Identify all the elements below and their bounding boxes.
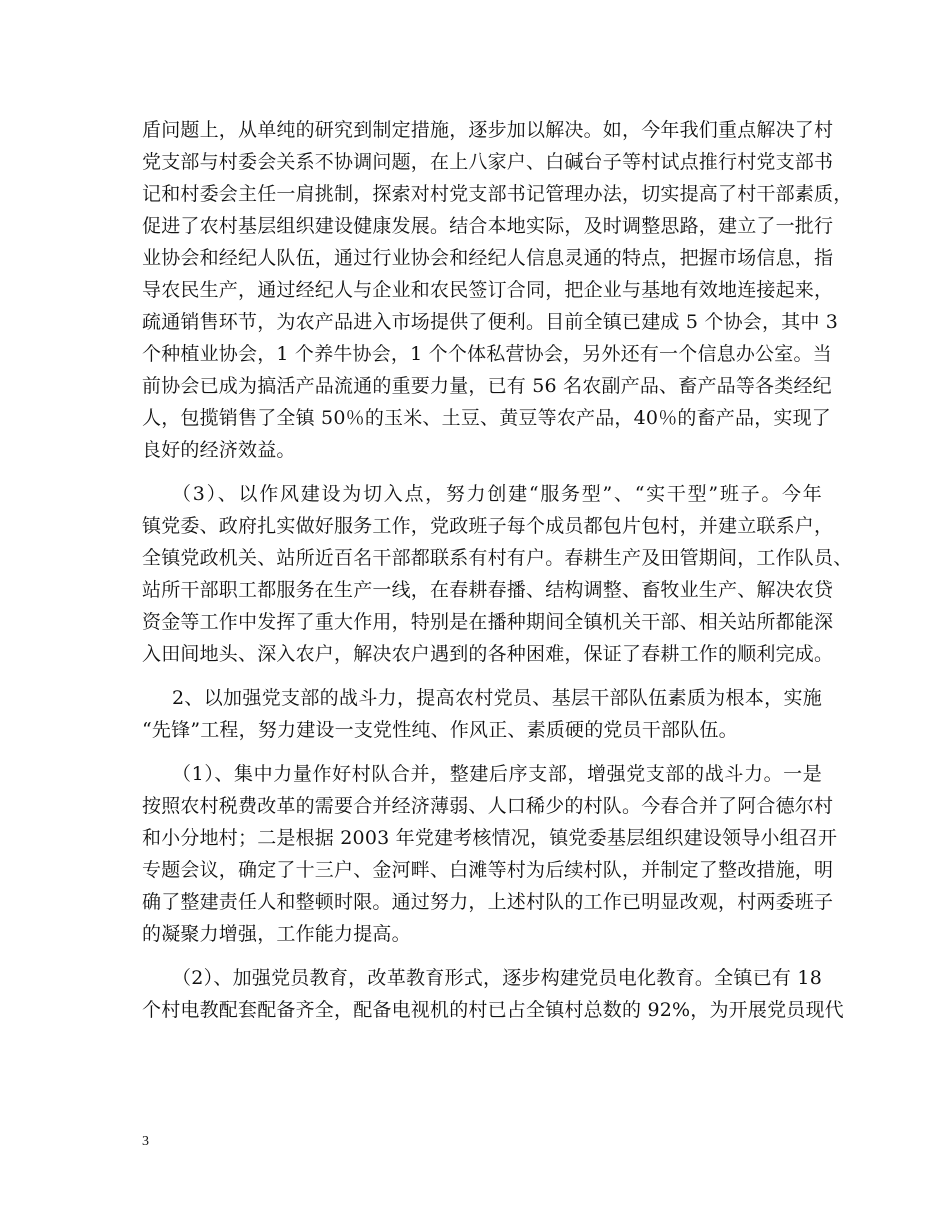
text-line: 记和村委会主任一肩挑制，探索对村党支部书记管理办法，切实提高了村干部素质， xyxy=(142,183,853,205)
text-line: 确了整建责任人和整顿时限。通过努力，上述村队的工作已明显改观，村两委班子 xyxy=(142,891,834,913)
text-line: 资金等工作中发挥了重大作用，特别是在播种期间全镇机关干部、相关站所都能深 xyxy=(142,611,834,633)
text-line: 业协会和经纪人队伍，通过行业协会和经纪人信息灵通的特点，把握市场信息，指 xyxy=(142,247,834,269)
text-line: （1）、集中力量作好村队合并，整建后序支部，增强党支部的战斗力。一是 xyxy=(172,763,822,785)
text-line: 镇党委、政府扎实做好服务工作，党政班子每个成员都包片包村，并建立联系户， xyxy=(142,515,834,537)
text-line: 促进了农村基层组织建设健康发展。结合本地实际，及时调整思路，建立了一批行 xyxy=(142,215,834,237)
text-line: 个种植业协会，1 个养牛协会，1 个个体私营协会，另外还有一个信息办公室。当 xyxy=(142,343,832,365)
page-number: 3 xyxy=(142,1134,149,1149)
text-line: “先锋”工程，努力建设一支党性纯、作风正、素质硬的党员干部队伍。 xyxy=(142,719,738,741)
text-line: （3）、以作风建设为切入点，努力创建“服务型”、“实干型”班子。今年 xyxy=(172,483,822,505)
text-line: 良好的经济效益。 xyxy=(142,439,296,461)
text-line: 专题会议，确定了十三户、金河畔、白滩等村为后续村队，并制定了整改措施，明 xyxy=(142,859,834,881)
text-line: 的凝聚力增强，工作能力提高。 xyxy=(142,923,411,945)
text-line: （2）、加强党员教育，改革教育形式，逐步构建党员电化教育。全镇已有 18 xyxy=(172,967,822,989)
text-line: 导农民生产，通过经纪人与企业和农民签订合同，把企业与基地有效地连接起来， xyxy=(142,279,834,301)
text-line: 站所干部职工都服务在生产一线，在春耕春播、结构调整、畜牧业生产、解决农贷 xyxy=(142,579,834,601)
text-line: 疏通销售环节，为农产品进入市场提供了便利。目前全镇已建成 5 个协会，其中 3 xyxy=(142,311,839,333)
text-line: 和小分地村；二是根据 2003 年党建考核情况，镇党委基层组织建设领导小组召开 xyxy=(142,827,838,849)
text-line: 党支部与村委会关系不协调问题，在上八家户、白碱台子等村试点推行村党支部书 xyxy=(142,151,834,173)
text-line: 2、以加强党支部的战斗力，提高农村党员、基层干部队伍素质为根本，实施 xyxy=(172,687,822,709)
text-line: 前协会已成为搞活产品流通的重要力量，已有 56 名农副产品、畜产品等各类经纪 xyxy=(142,375,832,397)
text-line: 入田间地头、深入农户，解决农户遇到的各种困难，保证了春耕工作的顺利完成。 xyxy=(142,643,834,665)
text-line: 全镇党政机关、站所近百名干部都联系有村有户。春耕生产及田管期间，工作队员、 xyxy=(142,547,853,569)
text-line: 人，包揽销售了全镇 50％的玉米、土豆、黄豆等农产品，40％的畜产品，实现了 xyxy=(142,407,831,429)
text-line: 盾问题上，从单纯的研究到制定措施，逐步加以解决。如，今年我们重点解决了村 xyxy=(142,119,834,141)
text-line: 个村电教配套配备齐全，配备电视机的村已占全镇村总数的 92%，为开展党员现代 xyxy=(142,999,844,1021)
text-line: 按照农村税费改革的需要合并经济薄弱、人口稀少的村队。今春合并了阿合德尔村 xyxy=(142,795,834,817)
